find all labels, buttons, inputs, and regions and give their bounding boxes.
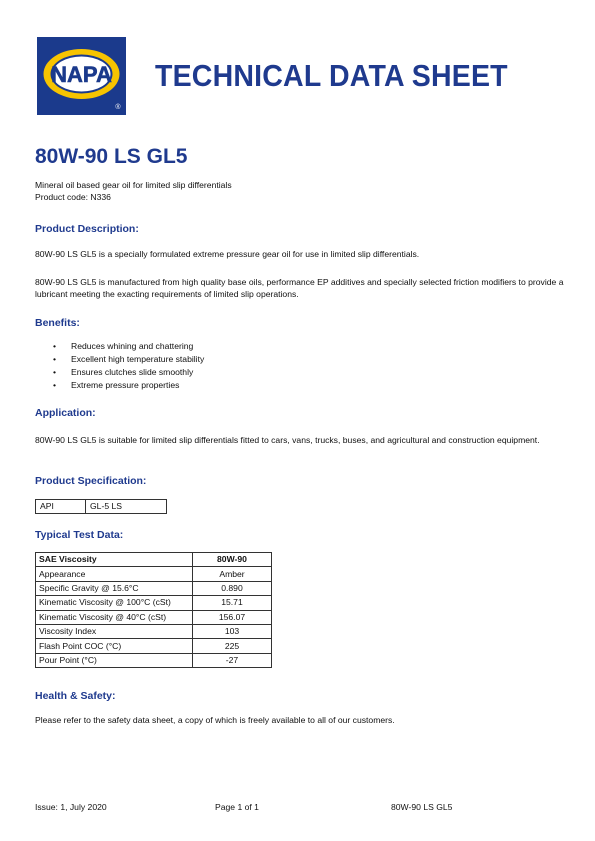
logo-wordmark: NAPA xyxy=(51,62,112,87)
description-paragraph-1: 80W-90 LS GL5 is a specially formulated extreme pressure gear oil for use in limited slip differentials. xyxy=(35,249,420,259)
registered-mark: ® xyxy=(115,104,121,111)
health-safety-heading: Health & Safety: xyxy=(35,690,116,702)
benefit-text: Excellent high temperature stability xyxy=(71,354,205,364)
test-data-table xyxy=(35,552,272,668)
specification-heading: Product Specification: xyxy=(35,475,147,487)
footer-issue: Issue: 1, July 2020 xyxy=(35,802,107,812)
test-data-heading: Typical Test Data: xyxy=(35,529,124,541)
bullet-icon: • xyxy=(53,380,57,390)
list-item xyxy=(35,379,204,392)
health-safety-text: Please refer to the safety data sheet, a copy of which is freely available to all of our customers. xyxy=(35,715,395,725)
table-header-row xyxy=(36,553,272,567)
table-row xyxy=(36,610,272,624)
property-cell: Flash Point COC (°C) xyxy=(36,639,193,653)
bullet-icon: • xyxy=(53,367,57,377)
property-cell: Appearance xyxy=(36,567,193,581)
value-cell: 225 xyxy=(193,639,272,653)
specification-table xyxy=(35,499,167,514)
product-subtitle: Mineral oil based gear oil for limited slip differentials xyxy=(35,180,232,190)
value-cell: -27 xyxy=(193,653,272,667)
benefit-text: Extreme pressure properties xyxy=(71,380,180,390)
footer-page-number: Page 1 of 1 xyxy=(215,802,259,812)
table-row xyxy=(36,596,272,610)
bullet-icon: • xyxy=(53,341,57,351)
value-cell: 15.71 xyxy=(193,596,272,610)
value-cell: 156.07 xyxy=(193,610,272,624)
table-row xyxy=(36,581,272,595)
list-item xyxy=(35,340,204,353)
description-heading: Product Description: xyxy=(35,223,139,235)
benefits-heading: Benefits: xyxy=(35,317,80,329)
benefits-list xyxy=(35,340,204,392)
napa-logo xyxy=(37,37,126,115)
table-row xyxy=(36,624,272,638)
header-property-cell: SAE Viscosity xyxy=(36,553,193,567)
list-item xyxy=(35,366,204,379)
table-row xyxy=(36,567,272,581)
document-title: TECHNICAL DATA SHEET xyxy=(155,58,508,93)
application-text: 80W-90 LS GL5 is suitable for limited slip differentials fitted to cars, vans, trucks, buses, and agricultural and construction equipment. xyxy=(35,435,540,445)
benefit-text: Reduces whining and chattering xyxy=(71,341,194,351)
spec-label-cell: API xyxy=(36,500,86,514)
description-paragraph-2: 80W-90 LS GL5 is manufactured from high quality base oils, performance EP additives and specially selected friction modifiers to provide a lubricant meeting the exacting requirements of limited slip operations. xyxy=(35,277,564,299)
benefit-text: Ensures clutches slide smoothly xyxy=(71,367,194,377)
value-cell: 103 xyxy=(193,624,272,638)
product-code: Product code: N336 xyxy=(35,192,111,202)
bullet-icon: • xyxy=(53,354,57,364)
property-cell: Specific Gravity @ 15.6°C xyxy=(36,581,193,595)
product-title: 80W-90 LS GL5 xyxy=(35,145,188,168)
table-row xyxy=(36,500,167,514)
value-cell: Amber xyxy=(193,567,272,581)
footer-product: 80W-90 LS GL5 xyxy=(391,802,453,812)
list-item xyxy=(35,353,204,366)
napa-logo-graphic xyxy=(37,37,126,115)
property-cell: Kinematic Viscosity @ 40°C (cSt) xyxy=(36,610,193,624)
header-grade-cell: 80W-90 xyxy=(193,553,272,567)
spec-value-cell: GL-5 LS xyxy=(86,500,167,514)
property-cell: Kinematic Viscosity @ 100°C (cSt) xyxy=(36,596,193,610)
table-row xyxy=(36,653,272,667)
table-row xyxy=(36,639,272,653)
property-cell: Viscosity Index xyxy=(36,624,193,638)
property-cell: Pour Point (°C) xyxy=(36,653,193,667)
value-cell: 0.890 xyxy=(193,581,272,595)
application-heading: Application: xyxy=(35,407,96,419)
